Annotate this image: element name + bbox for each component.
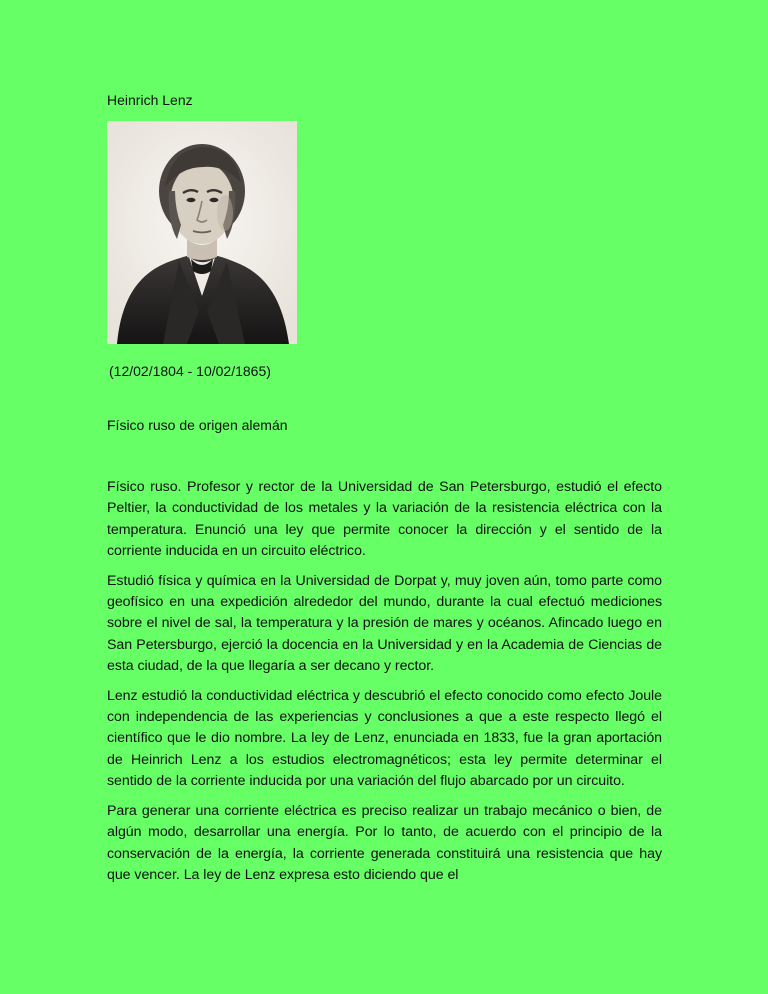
- biography-text: [107, 477, 662, 894]
- paragraph: Lenz estudió la conductividad eléctrica y descubrió el efecto conocido como efecto Joule con independencia de las experiencias y conclusiones a que a este respecto llegó el científico que le dio nombre. La ley de Lenz, enunciada en 1833, fue la gran aportación de Heinrich Lenz a los estudios electromagnéticos; esta ley permite determinar el sentido de la corriente inducida por una variación del flujo abarcado por un circuito.: [107, 687, 662, 790]
- paragraph: Estudió física y química en la Universidad de Dorpat y, muy joven aún, tomo parte como geofísico en una expedición alrededor del mundo, durante la cual efectuó mediciones sobre el nivel de sal, la temperatura y la presión de mares y océanos. Afincado luego en San Petersburgo, ejerció la docencia en la Universidad y en la Academia de Ciencias de esta ciudad, de la que llegaría a ser decano y rector.: [107, 572, 662, 675]
- document-title: Heinrich Lenz: [107, 92, 193, 108]
- paragraph: Físico ruso. Profesor y rector de la Universidad de San Petersburgo, estudió el efecto Peltier, la conductividad de los metales y la variación de la resistencia eléctrica con la temperatura. Enunció una ley que permite conocer la dirección y el sentido de la corriente inducida en un circuito eléctrico.: [107, 479, 662, 560]
- life-dates: (12/02/1804 - 10/02/1865): [109, 363, 271, 379]
- document-subtitle: Físico ruso de origen alemán: [107, 417, 288, 433]
- paragraph: Para generar una corriente eléctrica es preciso realizar un trabajo mecánico o bien, de algún modo, desarrollar una energía. Por lo tanto, de acuerdo con el principio de la conservación de la energía, la corriente generada constituirá una resistencia que hay que vencer. La ley de Lenz expresa esto diciendo que el: [107, 802, 662, 883]
- portrait-image: [107, 121, 297, 344]
